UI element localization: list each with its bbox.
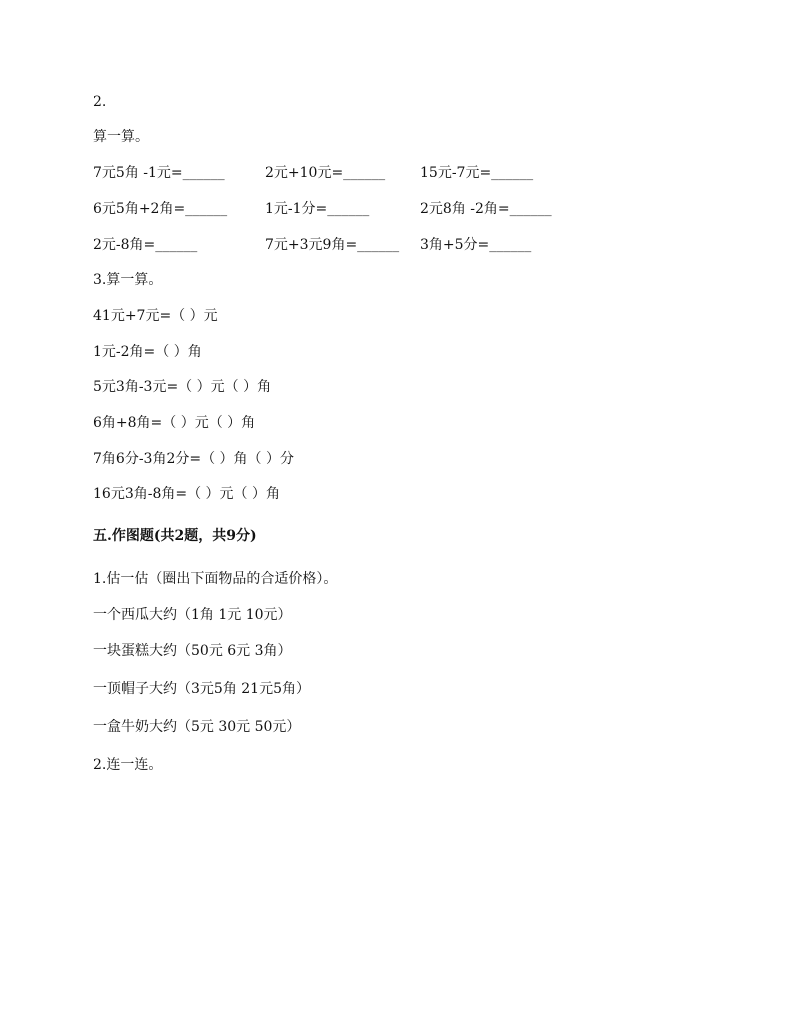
q3-title: 3.算一算。 [93,272,163,288]
s5-q1-item: 一顶帽子大约（3元5角 21元5角） [93,681,310,697]
q2-cell: 2元+10元=______ [265,165,386,181]
s5-q1-item: 一盒牛奶大约（5元 30元 50元） [93,719,301,735]
q2-number: 2. [93,94,107,110]
q3-item: 16元3角-8角=（ ）元（ ）角 [93,486,280,502]
q3-item: 7角6分-3角2分=（ ）角（ ）分 [93,451,294,467]
q3-item: 6角+8角=（ ）元（ ）角 [93,415,256,431]
s5-q2-title: 2.连一连。 [93,757,163,773]
q2-cell: 7元5角 -1元=______ [93,165,225,181]
q2-title: 算一算。 [93,129,149,145]
q3-item: 41元+7元=（ ）元 [93,308,218,324]
q2-cell: 2元8角 -2角=______ [420,201,552,217]
s5-q1-item: 一个西瓜大约（1角 1元 10元） [93,607,292,623]
q2-cell: 2元-8角=______ [93,237,198,253]
q2-cell: 1元-1分=______ [265,201,370,217]
q3-item: 1元-2角=（ ）角 [93,344,202,360]
q2-cell: 7元+3元9角=______ [265,237,400,253]
section-5-heading: 五.作图题(共2题，共9分) [93,528,257,544]
q2-cell: 3角+5分=______ [420,237,532,253]
s5-q1-item: 一块蛋糕大约（50元 6元 3角） [93,643,292,659]
s5-q1-title: 1.估一估（圈出下面物品的合适价格）。 [93,571,338,587]
q3-item: 5元3角-3元=（ ）元（ ）角 [93,379,272,395]
q2-cell: 6元5角+2角=______ [93,201,228,217]
q2-cell: 15元-7元=______ [420,165,534,181]
